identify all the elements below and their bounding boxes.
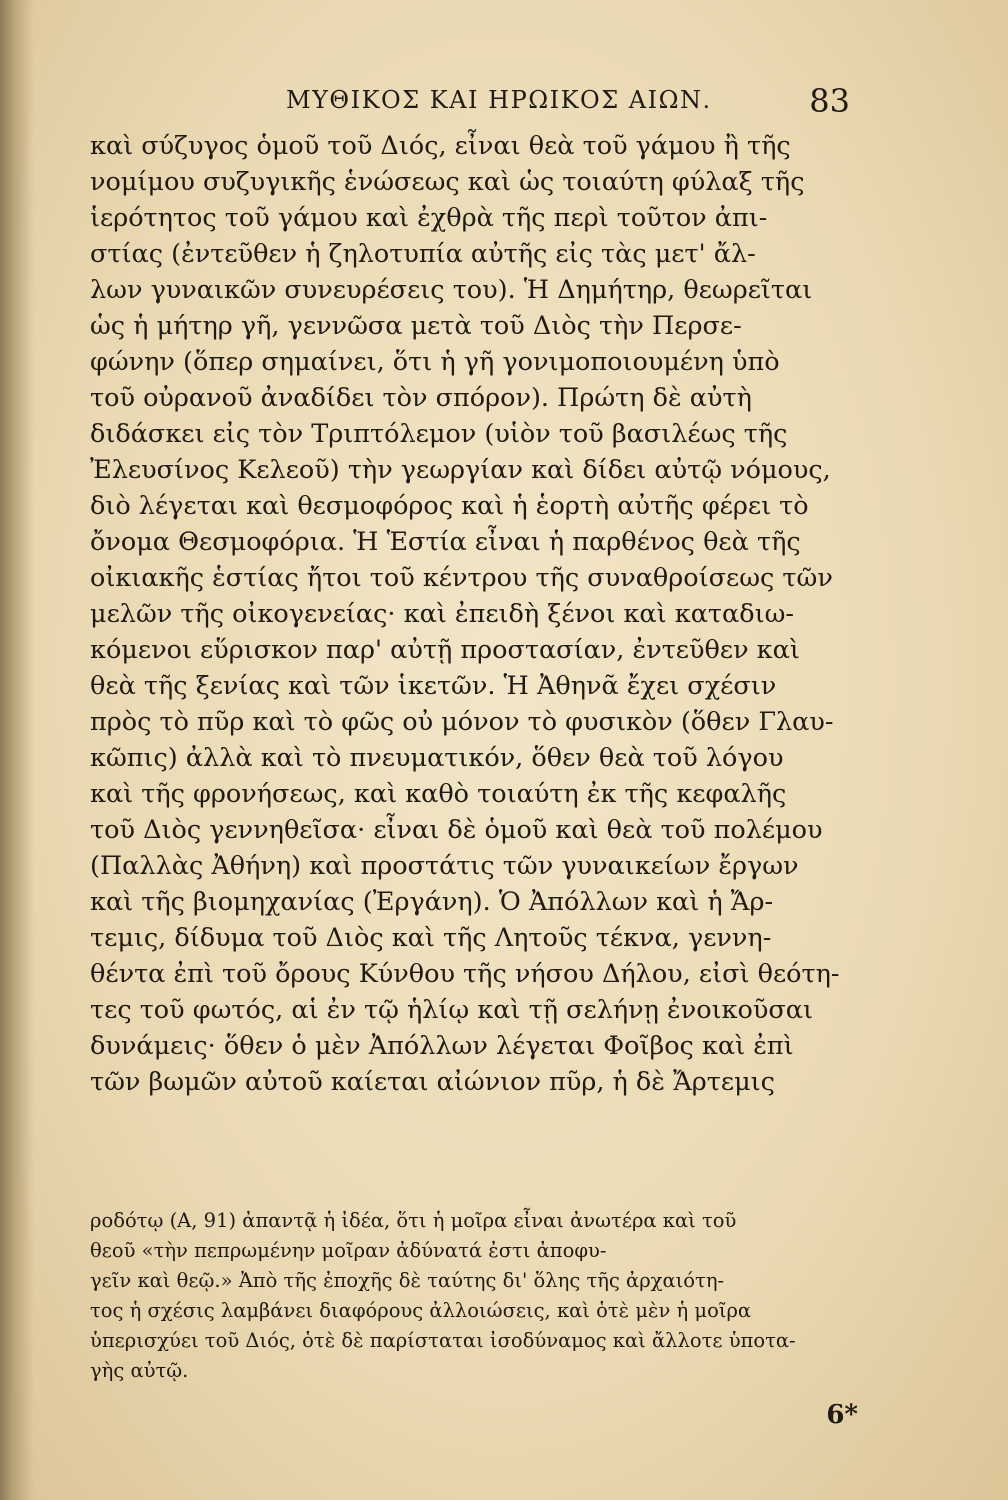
text-line: τοῦ Διὸς γεννηθεῖσα· εἶναι δὲ ὁμοῦ καὶ θεὰ τοῦ πολέμου: [90, 815, 823, 845]
text-line: στίας (ἐντεῦθεν ἡ ζηλοτυπία αὐτῆς εἰς τὰς μετ' ἄλ-: [90, 239, 756, 269]
text-line: διδάσκει εἰς τὸν Τριπτόλεμον (υἱὸν τοῦ βασιλέως τῆς: [90, 419, 788, 449]
page-header: [90, 82, 850, 122]
text-line: πρὸς τὸ πῦρ καὶ τὸ φῶς οὐ μόνον τὸ φυσικὸν (ὅθεν Γλαυ-: [90, 707, 834, 737]
text-line: νομίμου συζυγικῆς ἑνώσεως καὶ ὡς τοιαύτη φύλαξ τῆς: [90, 167, 805, 197]
text-line: τοῦ οὐρανοῦ ἀναδίδει τὸν σπόρον). Πρώτη δὲ αὐτὴ: [90, 383, 752, 413]
text-line: φώνην (ὅπερ σημαίνει, ὅτι ἡ γῆ γονιμοποιουμένη ὑπὸ: [90, 347, 780, 377]
signature-mark: 6*: [826, 1400, 858, 1430]
text-line: τεμις, δίδυμα τοῦ Διὸς καὶ τῆς Λητοῦς τέκνα, γεννη-: [90, 923, 772, 953]
running-title: ΜΥΘΙΚΟΣ ΚΑΙ ΗΡΩΙΚΟΣ ΑΙΩΝ.: [286, 86, 712, 114]
text-line: (Παλλὰς Ἀθήνη) καὶ προστάτις τῶν γυναικείων ἔργων: [90, 851, 799, 881]
text-line: θεὰ τῆς ξενίας καὶ τῶν ἱκετῶν. Ἡ Ἀθηνᾶ ἔχει σχέσιν: [90, 671, 777, 701]
text-line: ὡς ἡ μήτηρ γῆ, γεννῶσα μετὰ τοῦ Διὸς τὴν Περσε-: [90, 311, 742, 341]
text-line: διὸ λέγεται καὶ θεσμοφόρος καὶ ἡ ἑορτὴ αὐτῆς φέρει τὸ: [90, 491, 809, 521]
text-line: τες τοῦ φωτός, αἱ ἐν τῷ ἡλίῳ καὶ τῇ σελήνῃ ἐνοικοῦσαι: [90, 995, 813, 1025]
footnote-line: θεοῦ «τὴν πεπρωμένην μοῖραν ἀδύνατά ἐστι ἀποφυ-: [90, 1239, 607, 1262]
text-line: καὶ σύζυγος ὁμοῦ τοῦ Διός, εἶναι θεὰ τοῦ γάμου ἢ τῆς: [90, 131, 791, 161]
main-text: [90, 128, 852, 1100]
text-line: καὶ τῆς φρονήσεως, καὶ καθὸ τοιαύτη ἐκ τῆς κεφαλῆς: [90, 779, 787, 809]
footnote-block: [90, 1206, 852, 1386]
spine-shadow: [0, 0, 34, 1500]
text-line: θέντα ἐπὶ τοῦ ὄρους Κύνθου τῆς νήσου Δήλου, εἰσὶ θεότη-: [90, 959, 840, 989]
text-line: δυνάμεις· ὅθεν ὁ μὲν Ἀπόλλων λέγεται Φοῖβος καὶ ἐπὶ: [90, 1031, 794, 1061]
text-line: ἱερότητος τοῦ γάμου καὶ ἐχθρὰ τῆς περὶ τοῦτον ἀπι-: [90, 203, 768, 233]
footnote-line: γὴς αὐτῷ.: [90, 1359, 189, 1382]
footnote-line: γεῖν καὶ θεῷ.» Ἀπὸ τῆς ἐποχῆς δὲ ταύτης δι' ὅλης τῆς ἀρχαιότη-: [90, 1269, 725, 1292]
text-line: μελῶν τῆς οἰκογενείας· καὶ ἐπειδὴ ξένοι καὶ καταδιω-: [90, 599, 795, 629]
text-line: οἰκιακῆς ἑστίας ἤτοι τοῦ κέντρου τῆς συναθροίσεως τῶν: [90, 563, 833, 593]
footnote-line: ὑπερισχύει τοῦ Διός, ὁτὲ δὲ παρίσταται ἰσοδύναμος καὶ ἄλλοτε ὑποτα-: [90, 1329, 796, 1352]
footnote-line: τος ἡ σχέσις λαμβάνει διαφόρους ἀλλοιώσεις, καὶ ὁτὲ μὲν ἡ μοῖρα: [90, 1299, 752, 1322]
page-number: 83: [809, 82, 850, 120]
text-line: καὶ τῆς βιομηχανίας (Ἐργάνη). Ὁ Ἀπόλλων καὶ ἡ Ἄρ-: [90, 887, 774, 917]
footnote-line: ροδότῳ (Α, 91) ἀπαντᾷ ἡ ἰδέα, ὅτι ἡ μοῖρα εἶναι ἀνωτέρα καὶ τοῦ: [90, 1209, 737, 1232]
text-line: λων γυναικῶν συνευρέσεις του). Ἡ Δημήτηρ, θεωρεῖται: [90, 275, 813, 305]
text-line: τῶν βωμῶν αὐτοῦ καίεται αἰώνιον πῦρ, ἡ δὲ Ἄρτεμις: [90, 1067, 775, 1097]
text-line: κόμενοι εὕρισκον παρ' αὐτῇ προστασίαν, ἐντεῦθεν καὶ: [90, 635, 800, 665]
text-line: κῶπις) ἀλλὰ καὶ τὸ πνευματικόν, ὅθεν θεὰ τοῦ λόγου: [90, 743, 784, 773]
text-line: ὄνομα Θεσμοφόρια. Ἡ Ἑστία εἶναι ἡ παρθένος θεὰ τῆς: [90, 527, 801, 557]
text-line: Ἐλευσίνος Κελεοῦ) τὴν γεωργίαν καὶ δίδει αὐτῷ νόμους,: [90, 455, 831, 485]
